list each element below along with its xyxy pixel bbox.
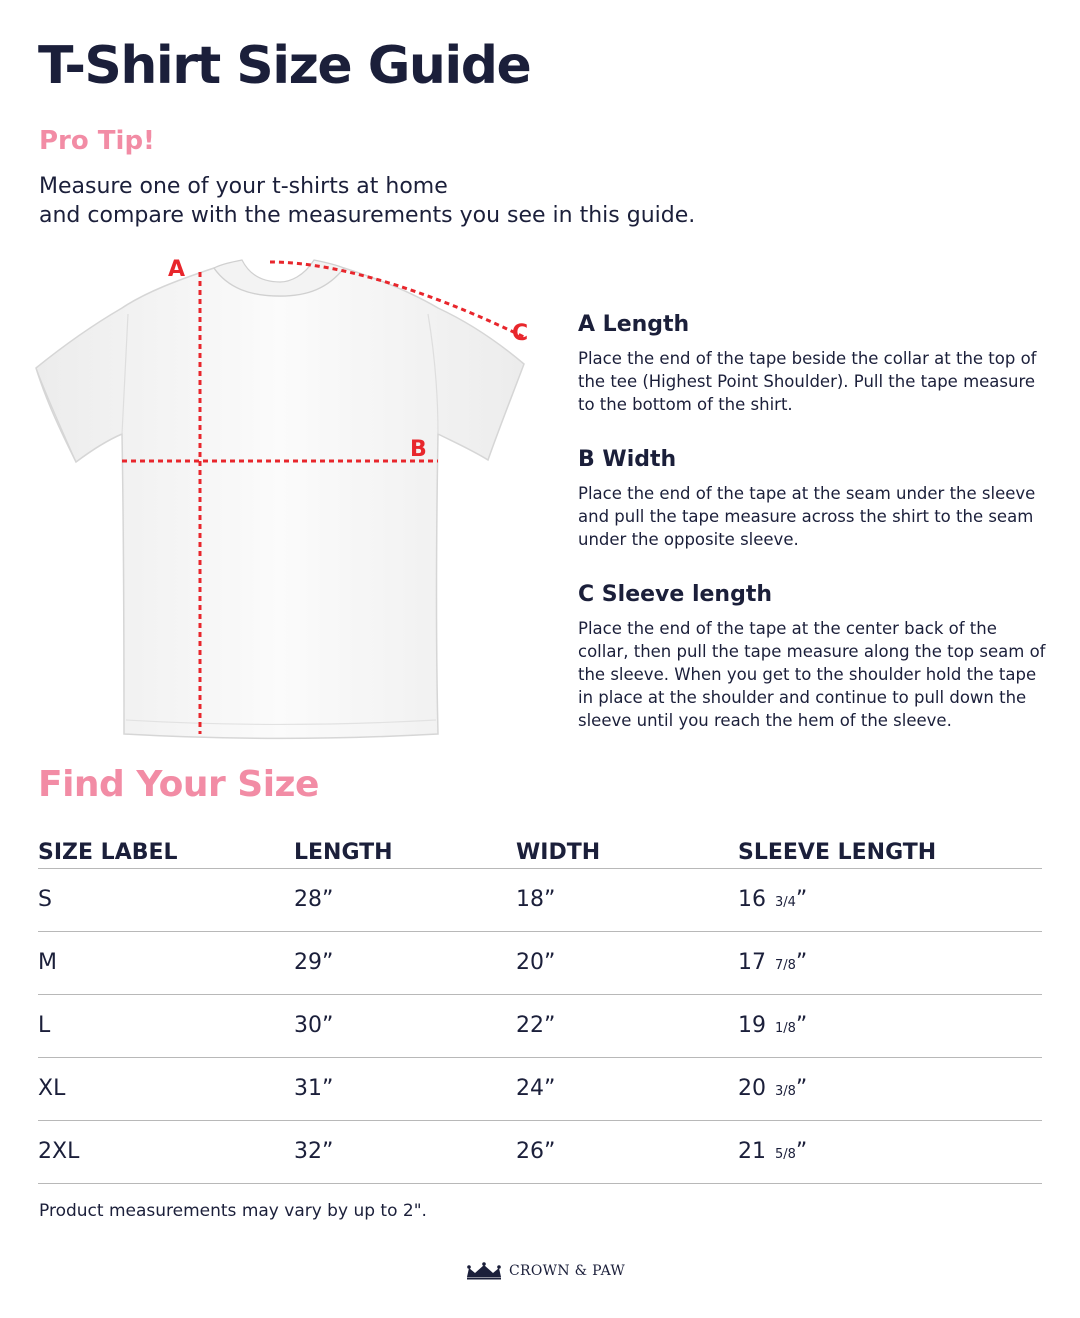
table-row (38, 869, 1042, 932)
sleeve-unit: ” (795, 1013, 808, 1038)
measurement-c (578, 582, 1048, 732)
measurement-c-text: Place the end of the tape at the center back of the collar, then pull the tape measure along the top seam of the sleeve. When you get to the shoulder hold the tape in place at the shoulder and continue to pull down the sleeve until you reach the hem of the sleeve. (578, 619, 1046, 730)
sleeve-fraction: 7/8 (775, 958, 796, 973)
cell-length: 31” (294, 1076, 334, 1101)
crown-icon (465, 1262, 503, 1280)
cell-width: 22” (516, 1013, 556, 1038)
measurement-a (578, 312, 1048, 416)
header-size-label: SIZE LABEL (38, 840, 178, 865)
measurement-c-heading: C Sleeve length (578, 582, 773, 607)
measurement-a-text: Place the end of the tape beside the collar at the top of the tee (Highest Point Shoulder). Pull the tape measure to the bottom of the shirt. (578, 349, 1037, 414)
sleeve-fraction: 3/4 (775, 895, 796, 910)
cell-width: 24” (516, 1076, 556, 1101)
tshirt-diagram (28, 250, 548, 745)
sleeve-whole: 17 (738, 950, 766, 975)
cell-size: L (38, 1013, 51, 1038)
cell-length: 30” (294, 1013, 334, 1038)
header-width: WIDTH (516, 840, 601, 865)
header-sleeve-length: SLEEVE LENGTH (738, 840, 937, 865)
size-table (38, 838, 1042, 1184)
sleeve-fraction: 1/8 (775, 1021, 796, 1036)
table-row (38, 1121, 1042, 1184)
page-title: T-Shirt Size Guide (38, 36, 531, 96)
sleeve-unit: ” (795, 1139, 808, 1164)
pro-tip-label: Pro Tip! (39, 126, 155, 156)
cell-sleeve-length (738, 1013, 807, 1038)
measurement-b (578, 447, 1048, 551)
marker-a: A (168, 257, 186, 282)
sleeve-whole: 21 (738, 1139, 766, 1164)
measurement-b-heading: B Width (578, 447, 677, 472)
cell-length: 28” (294, 887, 334, 912)
tshirt-shape (36, 260, 524, 739)
cell-sleeve-length (738, 887, 807, 912)
pro-tip-line-1: Measure one of your t-shirts at home (39, 174, 448, 199)
cell-size: XL (38, 1076, 66, 1101)
sleeve-fraction: 5/8 (775, 1147, 796, 1162)
measurement-a-heading: A Length (578, 312, 690, 337)
marker-b: B (410, 437, 427, 462)
cell-size: M (38, 950, 57, 975)
brand-logo (465, 1262, 625, 1280)
sleeve-whole: 19 (738, 1013, 766, 1038)
sleeve-whole: 20 (738, 1076, 766, 1101)
pro-tip-text (39, 172, 695, 230)
find-your-size-heading: Find Your Size (38, 764, 319, 805)
sleeve-whole: 16 (738, 887, 766, 912)
brand-name: CROWN & PAW (509, 1263, 626, 1279)
table-row (38, 1058, 1042, 1121)
header-length: LENGTH (294, 840, 393, 865)
sleeve-unit: ” (795, 950, 808, 975)
cell-width: 18” (516, 887, 556, 912)
pro-tip-line-2: and compare with the measurements you see in this guide. (39, 203, 696, 228)
cell-length: 32” (294, 1139, 334, 1164)
cell-width: 26” (516, 1139, 556, 1164)
cell-size: S (38, 887, 52, 912)
table-row (38, 995, 1042, 1058)
sleeve-fraction: 3/8 (775, 1084, 796, 1099)
cell-width: 20” (516, 950, 556, 975)
cell-length: 29” (294, 950, 334, 975)
measurement-b-text: Place the end of the tape at the seam under the sleeve and pull the tape measure across the shirt to the seam under the opposite sleeve. (578, 484, 1036, 549)
measurement-footnote: Product measurements may vary by up to 2". (39, 1201, 427, 1221)
table-header (38, 838, 1042, 869)
cell-sleeve-length (738, 950, 807, 975)
cell-size: 2XL (38, 1139, 80, 1164)
cell-sleeve-length (738, 1076, 807, 1101)
sleeve-unit: ” (795, 1076, 808, 1101)
sleeve-unit: ” (795, 887, 808, 912)
marker-c: C (512, 321, 529, 346)
table-row (38, 932, 1042, 995)
cell-sleeve-length (738, 1139, 807, 1164)
